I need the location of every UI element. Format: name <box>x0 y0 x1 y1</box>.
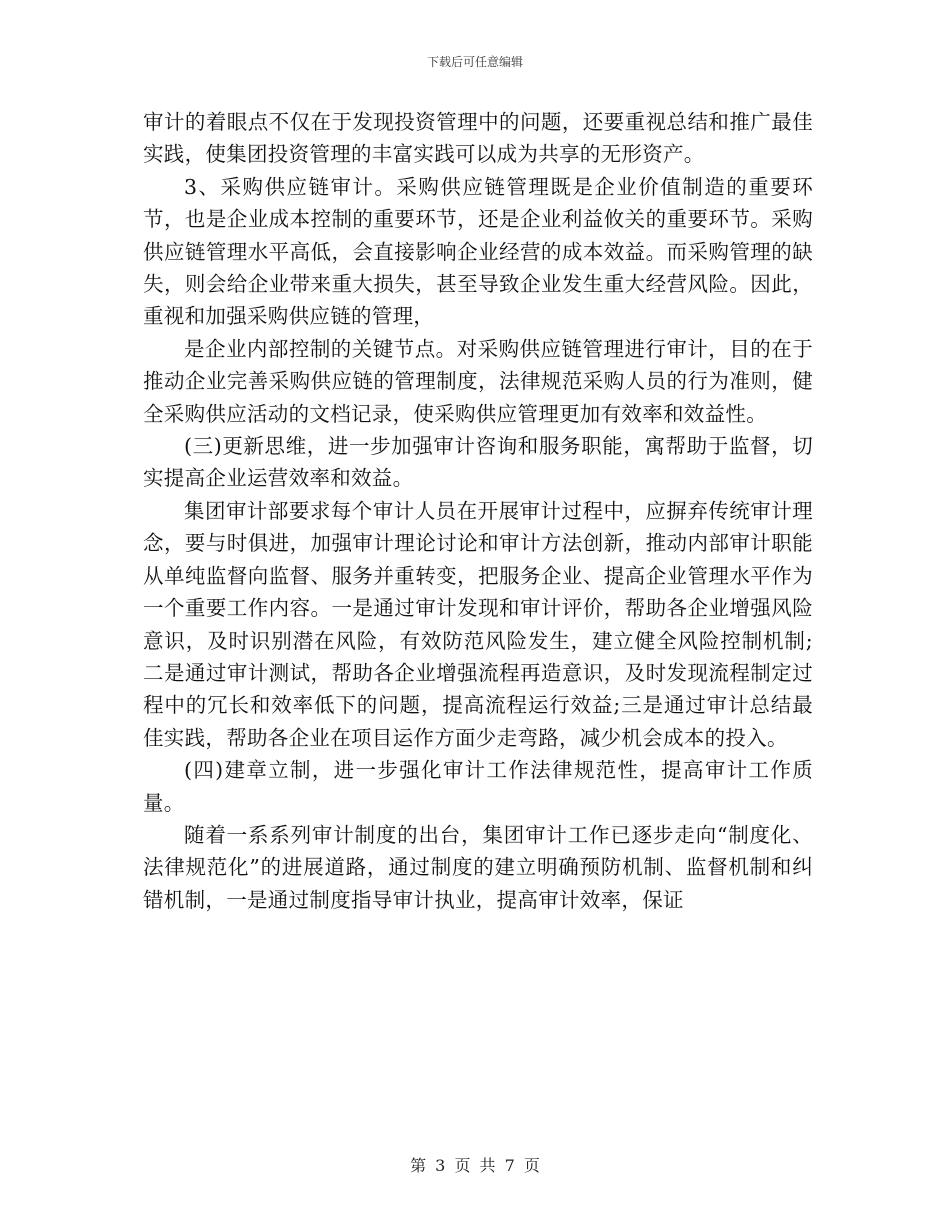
paragraph-1: 审计的着眼点不仅在于发现投资管理中的问题，还要重视总结和推广最佳实践，使集团投资管理的丰富实践可以成为共享的无形资产。 <box>143 110 813 167</box>
page-header: 下载后可任意编辑 <box>426 55 523 69</box>
paragraph-6-heading: (四)建章立制，进一步强化审计工作法律规范性，提高审计工作质量。 <box>143 758 813 815</box>
paragraph-5: 集团审计部要求每个审计人员在开展审计过程中，应摒弃传统审计理念，要与时俱进，加强审计理论讨论和审计方法创新，推动内部审计职能从单纯监督向监督、服务并重转变，把服务企业、提高企业管理水平作为一个重要工作内容。一是通过审计发现和审计评价，帮助各企业增强风险意识，及时识别潜在风险，有效防范风险发生，建立健全风险控制机制;二是通过审计测试，帮助各企业增强流程再造意识，及时发现流程制定过程中的冗长和效率低下的问题，提高流程运行效益;三是通过审计总结最佳实践，帮助各企业在项目运作方面少走弯路，减少机会成本的投入。 <box>143 498 813 750</box>
paragraph-4-heading: (三)更新思维，进一步加强审计咨询和服务职能，寓帮助于监督，切实提高企业运营效率和效益。 <box>143 434 813 491</box>
paragraph-7: 随着一系系列审计制度的出台，集团审计工作已逐步走向“制度化、法律规范化”的进展道路，通过制度的建立明确预防机制、监督机制和纠错机制，一是通过制度指导审计执业，提高审计效率，保证 <box>143 822 813 912</box>
page-number-footer: 第 3 页 共 7 页 <box>410 1156 540 1175</box>
paragraph-2: 3、采购供应链审计。采购供应链管理既是企业价值制造的重要环节，也是企业成本控制的重要环节，还是企业利益攸关的重要环节。采购供应链管理水平高低，会直接影响企业经营的成本效益。而采购管理的缺失，则会给企业带来重大损失，甚至导致企业发生重大经营风险。因此，重视和加强采购供应链的管理， <box>143 174 813 329</box>
paragraph-3: 是企业内部控制的关键节点。对采购供应链管理进行审计，目的在于推动企业完善采购供应链的管理制度，法律规范采购人员的行为准则，健全采购供应活动的文档记录，使采购供应管理更加有效率和效益性。 <box>143 336 813 426</box>
document-body <box>143 106 813 916</box>
